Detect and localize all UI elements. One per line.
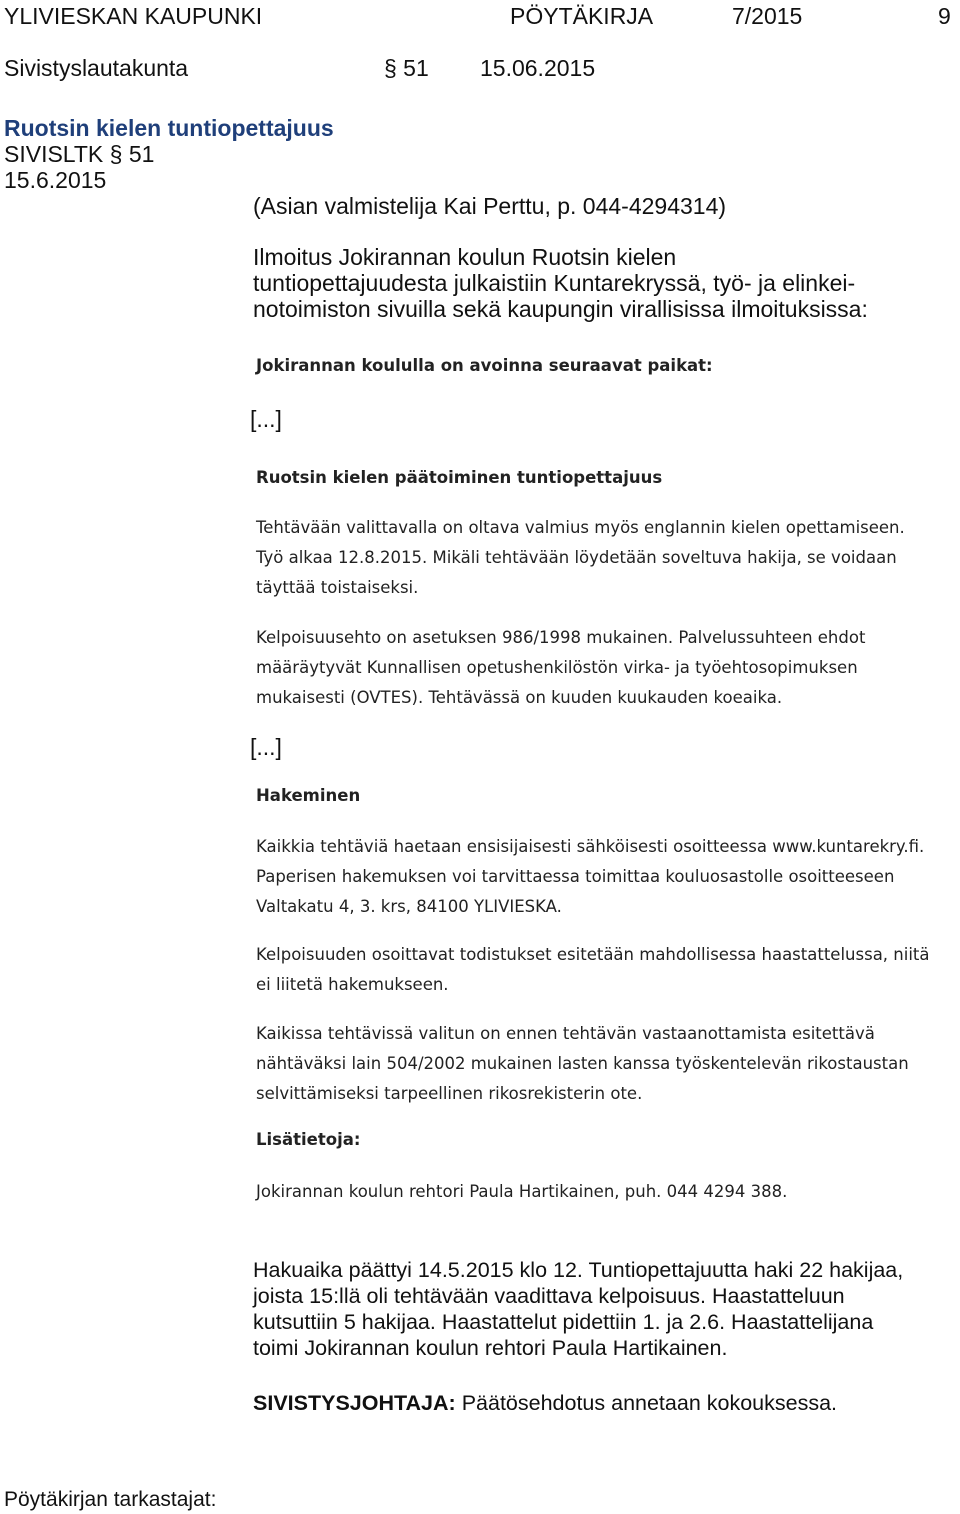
omission-marker: [...]	[250, 406, 282, 432]
omission-marker: [...]	[250, 734, 282, 760]
notice-paragraph-certificates	[256, 940, 930, 1000]
item-reference-date: 15.6.2015	[4, 167, 107, 193]
intro-line: notoimiston sivuilla sekä kaupungin virallisissa ilmoituksissa:	[253, 296, 868, 322]
reviewers-label: Pöytäkirjan tarkastajat:	[4, 1488, 217, 1511]
paragraph-line: selvittämiseksi tarpeellinen rikosrekisterin ote.	[256, 1084, 643, 1103]
paragraph-line: Kelpoisuusehto on asetuksen 986/1998 mukainen. Palvelussuhteen ehdot	[256, 628, 866, 647]
item-title: Ruotsin kielen tuntiopettajuus	[4, 115, 334, 141]
paragraph-line: mukaisesti (OVTES). Tehtävässä on kuuden kuukauden koeaika.	[256, 688, 783, 707]
summary-line: Hakuaika päättyi 14.5.2015 klo 12. Tuntiopettajuutta haki 22 hakijaa,	[253, 1258, 904, 1282]
notice-paragraph-qualifications	[256, 623, 865, 713]
item-reference: SIVISLTK § 51	[4, 141, 155, 167]
notice-heading: Jokirannan koululla on avoinna seuraavat paikat:	[256, 356, 713, 375]
intro-paragraph	[253, 244, 868, 322]
proposal-text: Päätösehdotus annetaan kokouksessa.	[461, 1391, 838, 1415]
position-title: Ruotsin kielen päätoiminen tuntiopettajuus	[256, 468, 663, 487]
applying-heading: Hakeminen	[256, 786, 361, 805]
paragraph-line: Tehtävään valittavalla on oltava valmius myös englannin kielen opettamiseen.	[256, 518, 905, 537]
paragraph-line: ei liitetä hakemukseen.	[256, 975, 449, 994]
paragraph-line: Kaikissa tehtävissä valitun on ennen tehtävän vastaanottamista esitettävä	[256, 1024, 875, 1043]
committee-name: Sivistyslautakunta	[4, 55, 189, 81]
proposal-label: SIVISTYSJOHTAJA:	[253, 1391, 456, 1415]
proposal	[253, 1390, 837, 1416]
paragraph-line: määräytyvät Kunnallisen opetushenkilöstön virka- ja työehtosopimuksen	[256, 658, 858, 677]
paragraph-line: nähtäväksi lain 504/2002 mukainen lasten kanssa työskentelevän rikostaustan	[256, 1054, 909, 1073]
paragraph-line: Paperisen hakemuksen voi tarvittaessa toimittaa kouluosastolle osoitteeseen	[256, 867, 895, 886]
summary-line: toimi Jokirannan koulun rehtori Paula Hartikainen.	[253, 1336, 728, 1360]
notice-paragraph-criminal-record	[256, 1019, 909, 1109]
paragraph-line: Työ alkaa 12.8.2015. Mikäli tehtävään löydetään soveltuva hakija, se voidaan	[256, 548, 897, 567]
summary-line: kutsuttiin 5 hakijaa. Haastattelut pidettiin 1. ja 2.6. Haastattelijana	[253, 1310, 874, 1334]
info-heading: Lisätietoja:	[256, 1130, 361, 1149]
document-number: 7/2015	[732, 3, 803, 29]
intro-line: tuntiopettajuudesta julkaistiin Kuntarekryssä, työ- ja elinkei-	[253, 270, 856, 296]
notice-paragraph-applying	[256, 832, 924, 922]
info-contact: Jokirannan koulun rehtori Paula Hartikainen, puh. 044 4294 388.	[256, 1182, 788, 1201]
preparer-info: (Asian valmistelija Kai Perttu, p. 044-4294314)	[253, 193, 727, 219]
paragraph-line: Kaikkia tehtäviä haetaan ensisijaisesti sähköisesti osoitteessa www.kuntarekry.fi.	[256, 837, 925, 856]
intro-line: Ilmoitus Jokirannan koulun Ruotsin kielen	[253, 244, 677, 270]
document-type: PÖYTÄKIRJA	[510, 3, 654, 29]
section-number: § 51	[384, 55, 429, 81]
paragraph-line: täyttää toistaiseksi.	[256, 578, 419, 597]
paragraph-line: Valtakatu 4, 3. krs, 84100 YLIVIESKA.	[256, 897, 562, 916]
notice-paragraph-duties	[256, 513, 905, 603]
page-number: 9	[938, 3, 951, 29]
summary-line: joista 15:llä oli tehtävään vaadittava kelpoisuus. Haastatteluun	[253, 1284, 845, 1308]
summary-paragraph	[253, 1257, 903, 1361]
org-name: YLIVIESKAN KAUPUNKI	[4, 3, 263, 29]
paragraph-line: Kelpoisuuden osoittavat todistukset esitetään mahdollisessa haastattelussa, niitä	[256, 945, 930, 964]
meeting-date: 15.06.2015	[480, 55, 596, 81]
